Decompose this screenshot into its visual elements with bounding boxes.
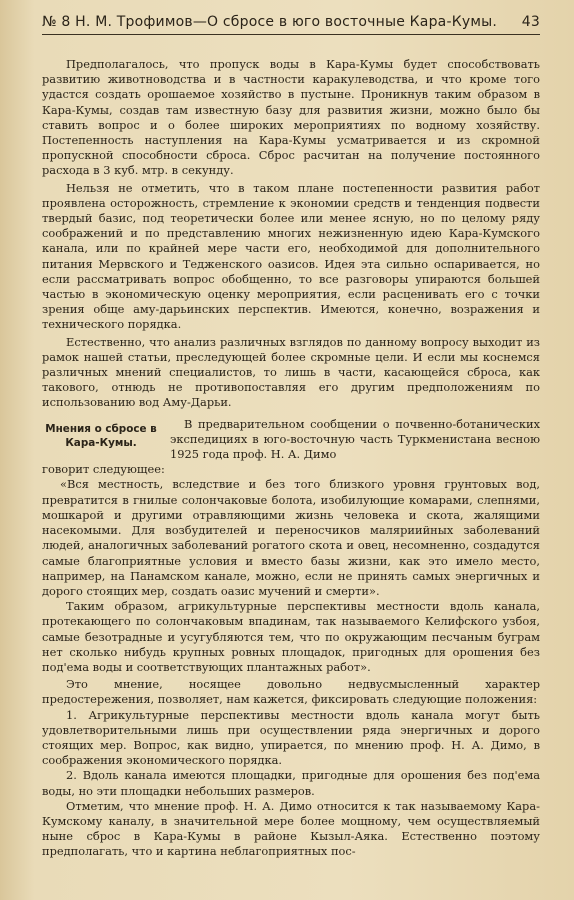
- running-header: [42, 14, 540, 35]
- paragraph: Таким образом, агрикультурные перспективы местности вдоль канала, протекающего по солончаковым впадинам, так называемого Келифского узбоя, самые безотрадные и усугубляются тем, что по окружающим песчаным буграм нет сколько нибудь крупных ровных площадок, пригодных для орошения без под'ема воды и соответствующих плантажных работ».: [42, 599, 540, 674]
- paragraph-continuation: говорит следующее:: [42, 462, 165, 477]
- margin-heading: Мнения о сбросе в Кара-Кумы.: [45, 422, 157, 449]
- section-with-margin-note: [42, 417, 540, 463]
- quotation: «Вся местность, вследствие и без того близкого уровня грунтовых вод, превратится в гнилые солончаковые болота, изобилующие комарами, слепнями, мошкарой и другими отравляющими жизнь человека и скота, жалящими насекомыми. Для возбудителей и переносчиков маляриийных заболеваний людей, аналогичных заболеваний рогатого скота и овец, несомненно, создадутся самые благоприятные условия и вместо базы жизни, как это имело место, например, на Панамском канале, можно, если не принять самых энергичных и дорого стоящих мер, создать оазис мучений и смерти».: [42, 477, 540, 598]
- paragraph: Отметим, что мнение проф. Н. А. Димо относится к так называемому Кара-Кумскому каналу, в значительной мере более мощному, чем осуществляемый ныне сброс в Кара-Кумы в районе Кызыл-Аяка. Естественно поэтому предполагать, что и картина неблагоприятных пос-: [42, 798, 540, 859]
- running-title: № 8 Н. М. Трофимов—О сбросе в юго восточные Кара-Кумы.: [42, 14, 497, 30]
- paragraph: Нельзя не отметить, что в таком плане постепенности развития работ проявлена осторожность, стремление к экономии средств и тенденция подвести твердый базис, под теоретически более или менее ясную, но по целому ряду соображений и по представлению многих нежизненную идею Кара-Кумского канала, или по крайней мере части его, необходимой для дополнительного питания Мервского и Тедженского оазисов. Идея эта сильно оспаривается, но если рассматривать вопрос обобщенно, то все разговоры упираются большей частью в экономическую оценку мероприятия, если расценивать его с точки зрения обще аму-дарьинских перспектив. Имеются, конечно, возражения и технического порядка.: [42, 180, 540, 332]
- numbered-item: 1. Агрикультурные перспективы местности вдоль канала могут быть удовлетворительными лишь при осуществлении ряда энергичных и дорого стоящих мер. Вопрос, как видно, упирается, по мнению проф. Н. А. Димо, в соображения экономического порядка.: [42, 707, 540, 768]
- paragraph: Это мнение, носящее довольно недвусмысленный характер предостережения, позволяет, нам кажется, фиксировать следующие положения:: [42, 677, 540, 707]
- paragraph: Естественно, что анализ различных взглядов по данному вопросу выходит из рамок нашей статьи, преследующей более скромные цели. И если мы коснемся различных мнений специалистов, то лишь в части, касающейся сброса, как такового, отнюдь не противопоставляя его другим предположениям по использованию вод Аму-Дарьи.: [42, 334, 540, 410]
- paragraph: В предварительном сообщении о почвенно-ботанических экспедициях в юго-восточную часть Туркменистана весною 1925 года проф. Н. А. Димо: [170, 416, 540, 462]
- page-number: 43: [521, 14, 540, 30]
- numbered-item: 2. Вдоль канала имеются площадки, пригодные для орошения без под'ема воды, но эти площадки небольших размеров.: [42, 768, 540, 798]
- paragraph: Предполагалось, что пропуск воды в Кара-Кумы будет способствовать развитию животноводства и в частности каракулеводства, и что кроме того удастся создать орошаемое хозяйство в пустыне. Проникнув таким образом в Кара-Кумы, создав там известную базу для развития жизни, можно было бы ставить вопрос и о более широких мероприятиях по водному хозяйству. Постепенность наступления на Кара-Кумы усматривается и из скромной пропускной способности сброса. Сброс расчитан на получение постоянного расхода в 3 куб. мтр. в секунду.: [42, 57, 540, 178]
